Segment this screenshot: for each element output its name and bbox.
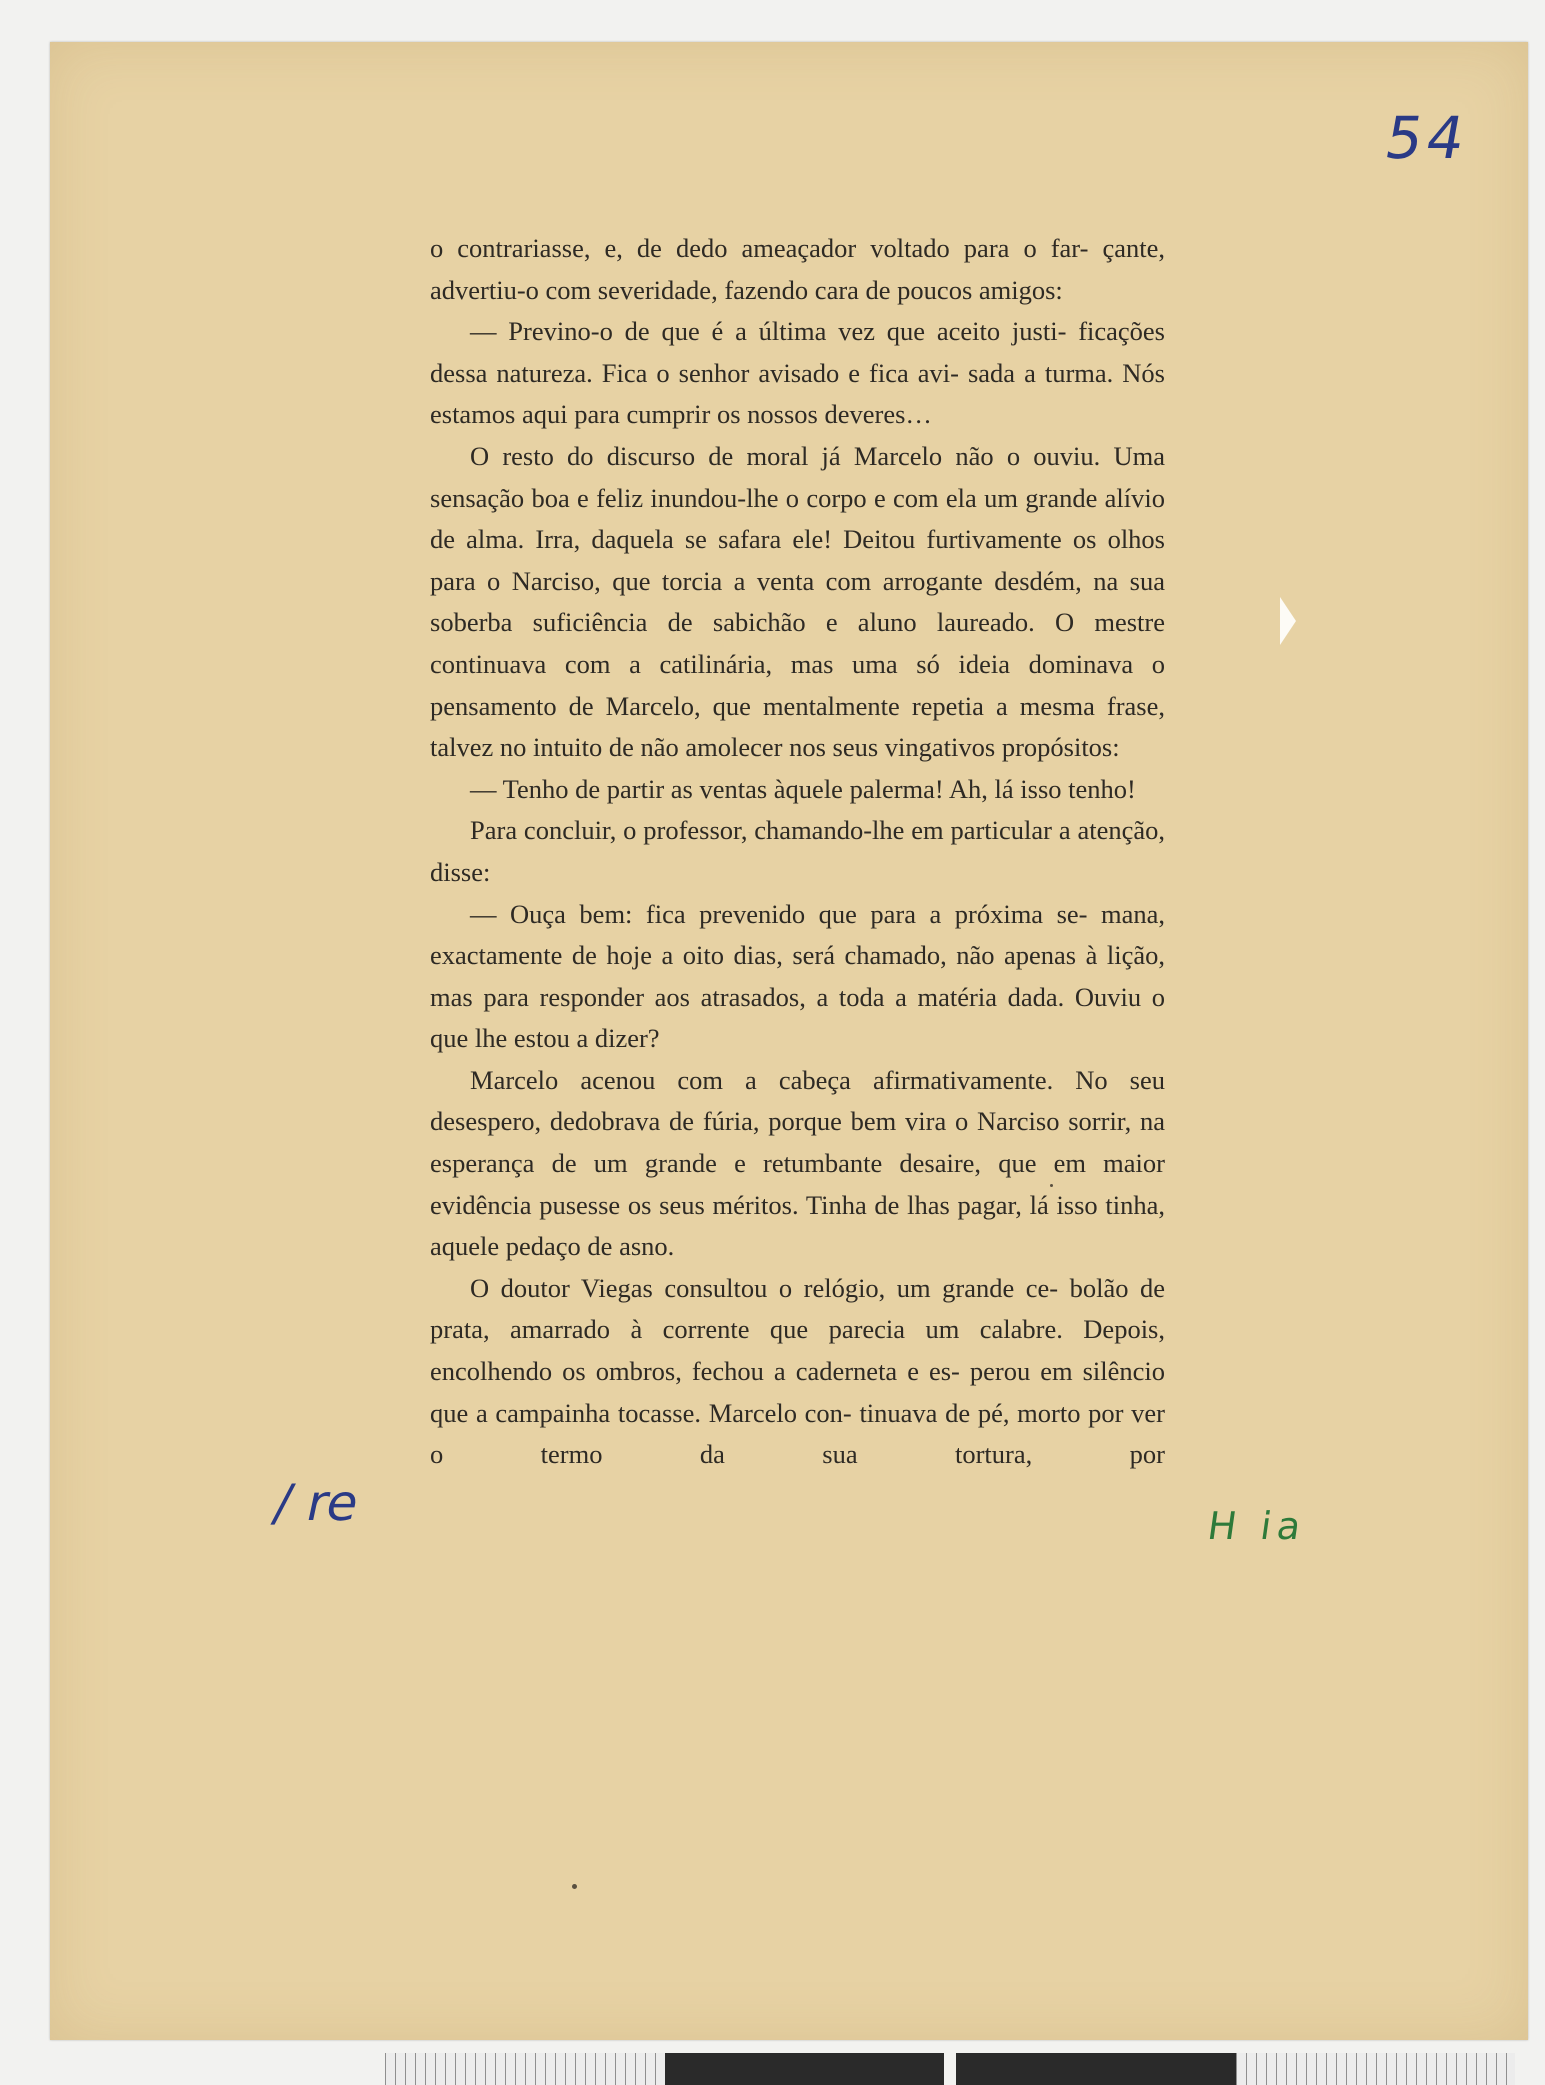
paragraph: Para concluir, o professor, chamando-lhe em particular a atenção, disse: [430,815,1165,887]
margin-note-right: H ia [1204,1504,1310,1548]
manuscript-page [50,42,1528,2040]
ruler-segment [385,2053,665,2085]
paragraph: o contrariasse, e, de dedo ameaçador voltado para o far- çante, advertiu-o com severidade, fazendo cara de poucos amigos: [430,233,1165,305]
paragraph: Marcelo acenou com a cabeça afirmativamente. No seu desespero, dedobrava de fúria, porque bem vira o Narciso sorrir, na esperança de um grande e retumbante desaire, que em maior evidência pusesse os seus méritos. Tinha de lhas pagar, lá isso tinha, aquele pedaço de asno. [430,1064,1165,1262]
paragraph: — Ouça bem: fica prevenido que para a próxima se- mana, exactamente de hoje a oito dias, será chamado, não apenas à lição, mas para responder aos atrasados, a toda a matéria dada. Ouviu o que lhe estou a dizer? [430,898,1165,1054]
scale-ruler [385,2053,1515,2085]
paragraph: O doutor Viegas consultou o relógio, um grande ce- bolão de prata, amarrado à corrente que parecia um calabre. Depois, encolhendo os ombros, fechou a caderneta e es- perou em silêncio que a campainha tocasse. Marcelo con- tinuava de pé, morto por ver o termo da sua tortura, por [430,1272,1165,1470]
ruler-segment [1236,2053,1516,2085]
paper-speck [572,1884,577,1889]
paragraph: O resto do discurso de moral já Marcelo não o ouviu. Uma sensação boa e feliz inundou-lhe o corpo e com ela um grande alívio de alma. Irra, daquela se safara ele! Deitou furtivamente os olhos para o Narciso, que torcia a venta com arrogante desdém, na sua soberba suficiência de sabichão e aluno laureado. O mestre continuava com a catilinária, mas uma só ideia dominava o pensamento de Marcelo, que mentalmente repetia a mesma frase, talvez no intuito de não amolecer nos seus vingativos propósitos: [430,440,1165,763]
paragraph: — Previno-o de que é a última vez que aceito justi- ficações dessa natureza. Fica o senhor avisado e fica avi- sada a turma. Nós estamos aqui para cumprir os nossos deveres… [430,316,1165,430]
body-text [430,228,1165,1476]
ruler-gap [944,2053,956,2085]
paper-tear [1280,597,1296,645]
margin-note-left: / re [268,1474,365,1532]
ruler-segment [956,2053,1236,2085]
paragraph: — Tenho de partir as ventas àquele palerma! Ah, lá isso tenho! [470,773,1136,804]
page-number: 54 [1380,104,1474,172]
paper-speck [1050,1184,1053,1187]
ruler-segment [665,2053,945,2085]
